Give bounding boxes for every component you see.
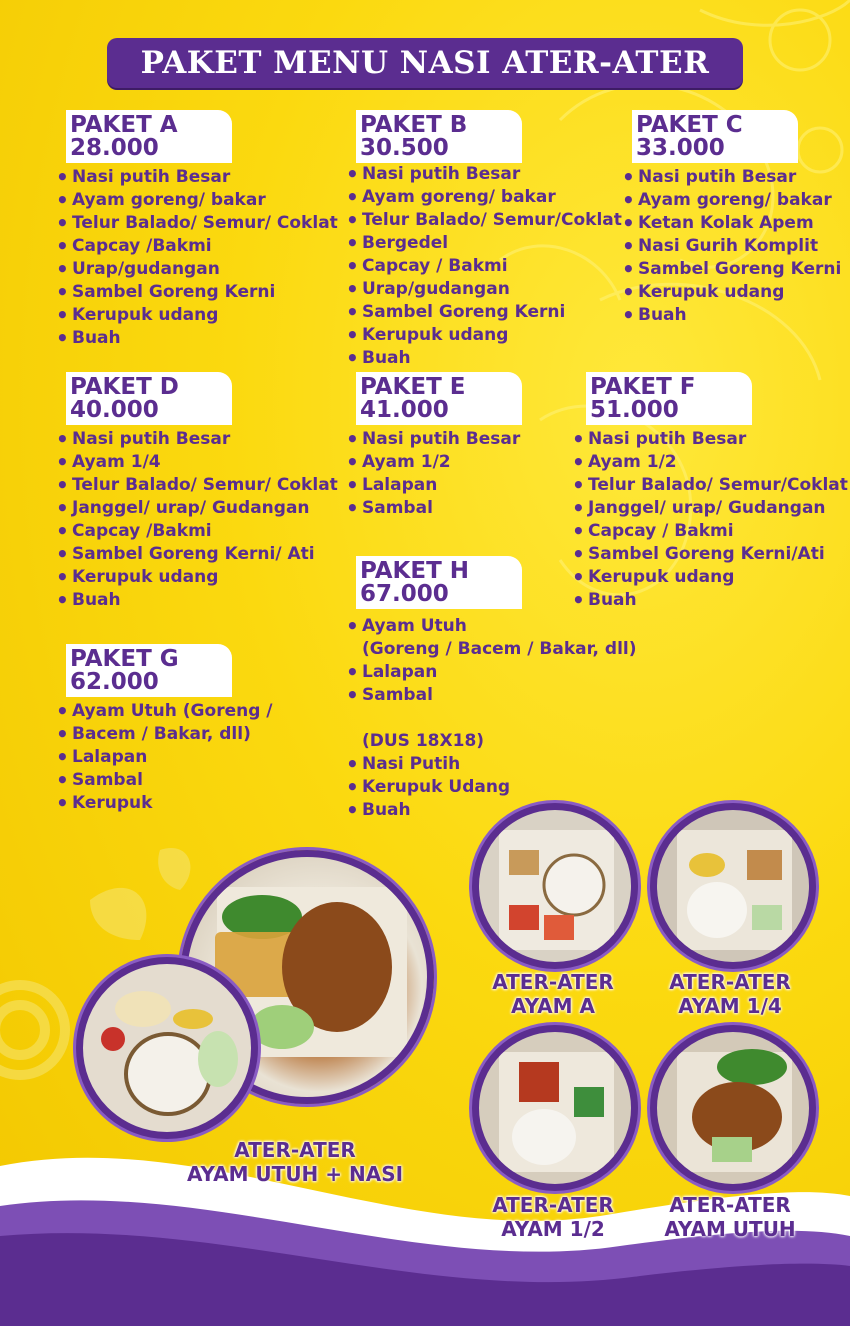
list-item: • Bergedel bbox=[346, 232, 622, 255]
package-c bbox=[622, 110, 841, 327]
caption-ayam-quarter bbox=[640, 970, 820, 1018]
package-e bbox=[346, 372, 522, 520]
package-a bbox=[56, 110, 338, 350]
package-h bbox=[346, 556, 637, 822]
list-item bbox=[346, 707, 637, 730]
food-illustration bbox=[479, 810, 631, 962]
package-a-label bbox=[66, 110, 232, 163]
list-item: • Telur Balado/ Semur/Coklat bbox=[572, 474, 848, 497]
package-items bbox=[56, 700, 273, 815]
package-d bbox=[56, 372, 338, 612]
list-item: • Capcay /Bakmi bbox=[56, 235, 338, 258]
list-item: • Janggel/ urap/ Gudangan bbox=[572, 497, 848, 520]
list-item: • Kerupuk udang bbox=[346, 324, 622, 347]
list-item: • Telur Balado/ Semur/Coklat bbox=[346, 209, 622, 232]
package-name: PAKET B bbox=[360, 112, 468, 138]
package-price: 28.000 bbox=[70, 135, 159, 161]
list-item: • Kerupuk udang bbox=[56, 566, 338, 589]
photo-ayam-half bbox=[472, 1025, 638, 1191]
list-item: • Ayam 1/2 bbox=[346, 451, 522, 474]
list-item: • Ayam 1/4 bbox=[56, 451, 338, 474]
package-e-label bbox=[356, 372, 522, 425]
page-title: PAKET MENU NASI ATER-ATER bbox=[107, 38, 743, 88]
list-item: • Sambel Goreng Kerni bbox=[622, 258, 841, 281]
package-d-label bbox=[66, 372, 232, 425]
list-item: • Urap/gudangan bbox=[346, 278, 622, 301]
food-illustration bbox=[657, 1032, 809, 1184]
package-name: PAKET D bbox=[70, 374, 179, 400]
list-item: • Sambal bbox=[346, 497, 522, 520]
caption-line-1: ATER-ATER bbox=[234, 1138, 356, 1162]
list-item: • Nasi putih Besar bbox=[56, 166, 338, 189]
caption-line-2: AYAM A bbox=[511, 994, 595, 1018]
caption-line-1: ATER-ATER bbox=[492, 970, 614, 994]
list-item: • Capcay / Bakmi bbox=[572, 520, 848, 543]
package-h-label bbox=[356, 556, 522, 609]
package-g-label bbox=[66, 644, 232, 697]
list-item: • Sambel Goreng Kerni bbox=[346, 301, 622, 324]
list-item: • Ayam goreng/ bakar bbox=[346, 186, 622, 209]
caption-ayam-utuh bbox=[640, 1193, 820, 1241]
list-item: • Nasi Putih bbox=[346, 753, 637, 776]
package-name: PAKET C bbox=[636, 112, 743, 138]
package-items bbox=[56, 166, 338, 350]
package-c-label bbox=[632, 110, 798, 163]
list-item: • Buah bbox=[56, 327, 338, 350]
list-item: • Telur Balado/ Semur/ Coklat bbox=[56, 474, 338, 497]
list-item: • Nasi putih Besar bbox=[622, 166, 841, 189]
list-item: • Buah bbox=[56, 589, 338, 612]
package-items bbox=[56, 428, 338, 612]
caption-utuh-nasi bbox=[150, 1138, 440, 1186]
list-item: • Ayam 1/2 bbox=[572, 451, 848, 474]
list-item: • Ketan Kolak Apem bbox=[622, 212, 841, 235]
caption-ayam-a bbox=[463, 970, 643, 1018]
list-item: (DUS 18X18) bbox=[362, 731, 485, 751]
caption-line-2: AYAM 1/4 bbox=[678, 994, 782, 1018]
list-item: • Lalapan bbox=[56, 746, 273, 769]
package-name: PAKET G bbox=[70, 646, 179, 672]
caption-line-1: ATER-ATER bbox=[669, 970, 791, 994]
list-item: • Buah bbox=[346, 799, 637, 822]
list-item: • Lalapan bbox=[346, 661, 637, 684]
list-item: • Nasi putih Besar bbox=[572, 428, 848, 451]
food-illustration bbox=[83, 964, 251, 1132]
photo-nasi-box bbox=[76, 957, 258, 1139]
list-item: • Kerupuk Udang bbox=[346, 776, 637, 799]
photo-ayam-utuh bbox=[650, 1025, 816, 1191]
caption-line-2: AYAM 1/2 bbox=[501, 1217, 605, 1241]
package-name: PAKET H bbox=[360, 558, 470, 584]
package-price: 33.000 bbox=[636, 135, 725, 161]
list-item: • Ayam goreng/ bakar bbox=[622, 189, 841, 212]
list-item: (Goreng / Bacem / Bakar, dll) bbox=[362, 639, 637, 659]
list-item: • Lalapan bbox=[346, 474, 522, 497]
list-item: • Urap/gudangan bbox=[56, 258, 338, 281]
list-item: • Buah bbox=[346, 347, 622, 370]
list-item: • Telur Balado/ Semur/ Coklat bbox=[56, 212, 338, 235]
package-f-label bbox=[586, 372, 752, 425]
list-item: • Ayam goreng/ bakar bbox=[56, 189, 338, 212]
package-price: 30.500 bbox=[360, 135, 449, 161]
list-item: • Sambal bbox=[346, 684, 637, 707]
caption-line-2: AYAM UTUH + NASI bbox=[186, 1162, 404, 1186]
list-item: • Nasi putih Besar bbox=[346, 163, 622, 186]
photo-ayam-a bbox=[472, 803, 638, 969]
list-item: • Janggel/ urap/ Gudangan bbox=[56, 497, 338, 520]
list-item: • Kerupuk bbox=[56, 792, 273, 815]
package-b-label bbox=[356, 110, 522, 163]
package-name: PAKET A bbox=[70, 112, 178, 138]
list-item: • Kerupuk udang bbox=[56, 304, 338, 327]
list-item: • Ayam Utuh (Goreng / bbox=[56, 700, 273, 723]
package-items bbox=[346, 163, 622, 370]
caption-ayam-half bbox=[463, 1193, 643, 1241]
list-item: • Nasi Gurih Komplit bbox=[622, 235, 841, 258]
list-item: • Kerupuk udang bbox=[572, 566, 848, 589]
package-price: 51.000 bbox=[590, 397, 679, 423]
package-price: 40.000 bbox=[70, 397, 159, 423]
package-items bbox=[346, 428, 522, 520]
caption-line-1: ATER-ATER bbox=[669, 1193, 791, 1217]
package-items bbox=[622, 166, 841, 327]
package-b bbox=[346, 110, 622, 370]
food-illustration bbox=[479, 1032, 631, 1184]
package-items bbox=[346, 615, 637, 822]
package-name: PAKET F bbox=[590, 374, 696, 400]
list-item: • Sambal bbox=[56, 769, 273, 792]
photo-ayam-quarter bbox=[650, 803, 816, 969]
caption-line-2: AYAM UTUH bbox=[664, 1217, 796, 1241]
list-item: • Nasi putih Besar bbox=[56, 428, 338, 451]
package-price: 62.000 bbox=[70, 669, 159, 695]
food-illustration bbox=[657, 810, 809, 962]
list-item: • Buah bbox=[622, 304, 841, 327]
list-item: • Bacem / Bakar, dll) bbox=[56, 723, 273, 746]
list-item: • Capcay / Bakmi bbox=[346, 255, 622, 278]
list-item: • Ayam Utuh bbox=[346, 615, 637, 638]
list-item: • Capcay /Bakmi bbox=[56, 520, 338, 543]
caption-line-1: ATER-ATER bbox=[492, 1193, 614, 1217]
list-item: • Nasi putih Besar bbox=[346, 428, 522, 451]
package-name: PAKET E bbox=[360, 374, 466, 400]
package-price: 41.000 bbox=[360, 397, 449, 423]
list-item: • Sambel Goreng Kerni/Ati bbox=[572, 543, 848, 566]
package-price: 67.000 bbox=[360, 581, 449, 607]
list-item: • Sambel Goreng Kerni bbox=[56, 281, 338, 304]
package-g bbox=[56, 644, 273, 815]
list-item: • Sambel Goreng Kerni/ Ati bbox=[56, 543, 338, 566]
list-item: • Buah bbox=[572, 589, 848, 612]
list-item: • Kerupuk udang bbox=[622, 281, 841, 304]
